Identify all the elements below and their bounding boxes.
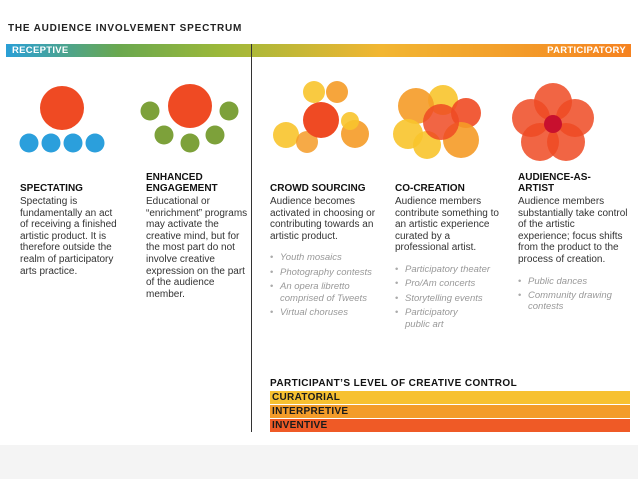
column-crowd-sourcing xyxy=(270,183,380,321)
column-audience-as-artist xyxy=(518,172,628,316)
column-description: Audience becomes activated in choosing or contributing towards an artistic product. xyxy=(270,196,376,242)
example-item: • Participatory theater xyxy=(395,264,505,275)
column-description: Audience members substantially take control of the artistic experience; focus shifts from the product to the process of creation. xyxy=(518,196,628,265)
example-item: • An opera libretto comprised of Tweets xyxy=(270,281,380,304)
column-spectating xyxy=(20,183,120,277)
level-inventive: INVENTIVE xyxy=(270,419,630,432)
page-bottom-margin xyxy=(0,445,638,479)
example-item: • Participatory public art xyxy=(395,307,480,330)
column-enhanced-engagement xyxy=(146,172,250,300)
example-item: • Photography contests xyxy=(270,267,380,278)
participatory-label: PARTICIPATORY xyxy=(547,45,626,56)
example-item: • Virtual choruses xyxy=(270,307,380,318)
level-curatorial: CURATORIAL xyxy=(270,391,630,404)
example-item: • Public dances xyxy=(518,276,628,287)
column-co-creation xyxy=(395,183,505,333)
creative-control-title: PARTICIPANT’S LEVEL OF CREATIVE CONTROL xyxy=(270,378,518,389)
column-description: Spectating is fundamentally an act of receiving a finished artistic product. It is therefore outside the realm of participatory arts practice. xyxy=(20,196,117,277)
example-item: • Youth mosaics xyxy=(270,252,380,263)
column-description: Audience members contribute something to an artistic experience curated by a professional artist. xyxy=(395,196,499,254)
example-item: • Storytelling events xyxy=(395,293,505,304)
column-description: Educational or “enrichment” programs may activate the creative mind, but for the most part do not involve creative expression on the part of the audience member. xyxy=(146,196,248,300)
column-heading: CROWD SOURCING xyxy=(270,183,366,194)
column-heading: CO-CREATION xyxy=(395,183,465,194)
column-heading: SPECTATING xyxy=(20,183,83,194)
example-item: • Pro/Am concerts xyxy=(395,278,505,289)
example-list xyxy=(270,252,380,318)
receptive-label: RECEPTIVE xyxy=(12,45,69,56)
example-list xyxy=(518,276,628,313)
example-list xyxy=(395,264,505,330)
column-heading: AUDIENCE-AS-ARTIST xyxy=(518,172,591,194)
page-title: THE AUDIENCE INVOLVEMENT SPECTRUM xyxy=(8,23,243,34)
column-heading: ENHANCED ENGAGEMENT xyxy=(146,172,218,194)
level-interpretive: INTERPRETIVE xyxy=(270,405,630,418)
example-item: • Community drawing contests xyxy=(518,290,628,313)
